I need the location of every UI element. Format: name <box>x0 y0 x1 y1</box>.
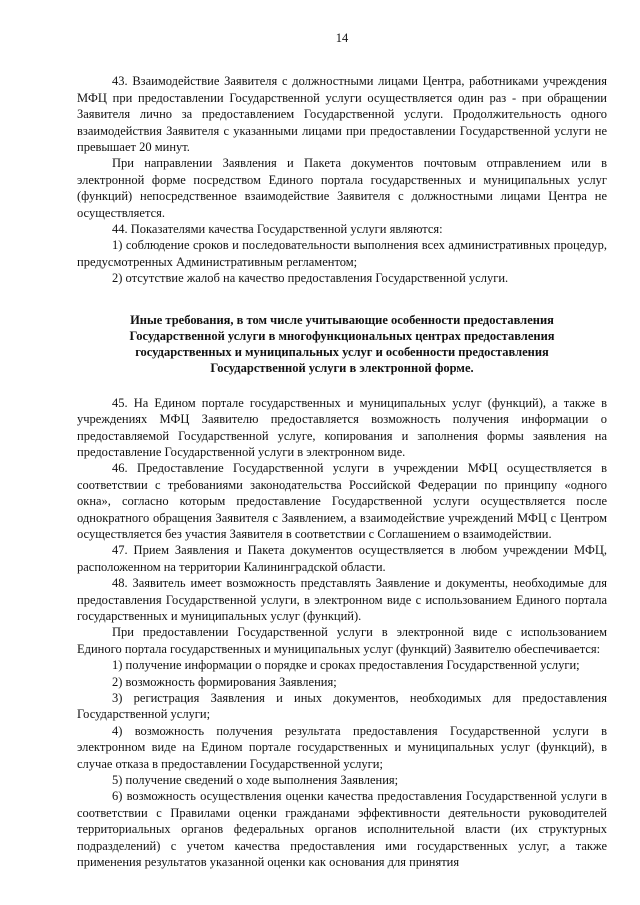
list-item-6: 6) возможность осуществления оценки качества предоставления Государственной услуги в соответствии с Правилами оценки гражданами эффективности деятельности руководителей территориальных органов федеральных органов исполнительной власти (их структурных подразделений) с учетом качества предоставления ими государственных услуг, а также применения результатов указанной оценки как основания для принятия <box>77 789 607 870</box>
paragraph-47: 47. Прием Заявления и Пакета документов осуществляется в любом учреждении МФЦ, расположенном на территории Калининградской области. <box>77 543 607 574</box>
paragraph-48-continuation: При предоставлении Государственной услуги в электронной виде с использованием Единого портала государственных и муниципальных услуг (функций) Заявителю обеспечивается: <box>77 625 607 656</box>
paragraph-45: 45. На Едином портале государственных и муниципальных услуг (функций), а также в учреждениях МФЦ Заявителю предоставляется возможность получения информации о предоставляемой Государственной услуге, копирования и заполнения формы заявления на предоставление Государственной услуги в электронном виде. <box>77 395 607 459</box>
paragraph-44: 44. Показателями качества Государственной услуги являются: <box>112 222 443 237</box>
paragraph-43-continuation: При направлении Заявления и Пакета документов почтовым отправлением или в электронной форме посредством Единого портала государственных и муниципальных услуг (функций) непосредственное взаимодействие Заявителя с должностными лицами Центра не осуществляется. <box>77 156 607 220</box>
list-item-1: 1) получение информации о порядке и сроках предоставления Государственной услуги; <box>112 658 580 673</box>
list-item-2: 2) возможность формирования Заявления; <box>112 674 337 689</box>
paragraph-44-item-1: 1) соблюдение сроков и последовательности выполнения всех административных процедур, предусмотренных Административным регламентом; <box>77 238 607 269</box>
list-item-4: 4) возможность получения результата предоставления Государственной услуги в электронном виде на Едином портале государственных и муниципальных услуг (функций), в случае отказа в предоставлении Государственной услуги; <box>77 723 607 771</box>
list-item-5: 5) получение сведений о ходе выполнения Заявления; <box>112 773 399 788</box>
list-item-3: 3) регистрация Заявления и иных документов, необходимых для предоставления Государственной услуги; <box>77 691 607 722</box>
page-number: 14 <box>335 31 349 45</box>
section-heading: Иные требования, в том числе учитывающие особенности предоставления Государственной услуги в многофункциональных центрах предоставления государственных и муниципальных услуг и особенности предоставления Государственной услуги в электронной форме. <box>129 312 555 375</box>
paragraph-44-item-2: 2) отсутствие жалоб на качество предоставления Государственной услуги. <box>112 271 509 286</box>
paragraph-46: 46. Предоставление Государственной услуги в учреждении МФЦ осуществляется в соответствии с требованиями законодательства Российской Федерации по принципу «одного окна», согласно которым предоставление Государственной услуги осуществляется после однократного обращения Заявителя с Заявлением, а взаимодействие учреждений МФЦ с Центром осуществляется без участия Заявителя в соответствии с Соглашением о взаимодействии. <box>77 461 607 541</box>
paragraph-43: 43. Взаимодействие Заявителя с должностными лицами Центра, работниками учреждения МФЦ при предоставлении Государственной услуги осуществляется один раз - при обращении Заявителя лично за предоставлением Государственной услуги. Продолжительность одного взаимодействия Заявителя с указанными лицами при предоставлении Государственной услуги не превышает 20 минут. <box>77 74 607 155</box>
paragraph-48: 48. Заявитель имеет возможность представлять Заявление и документы, необходимые для предоставления Государственной услуги, в электронном виде с использованием Единого портала государственных и муниципальных услуг (функций). <box>77 576 607 623</box>
